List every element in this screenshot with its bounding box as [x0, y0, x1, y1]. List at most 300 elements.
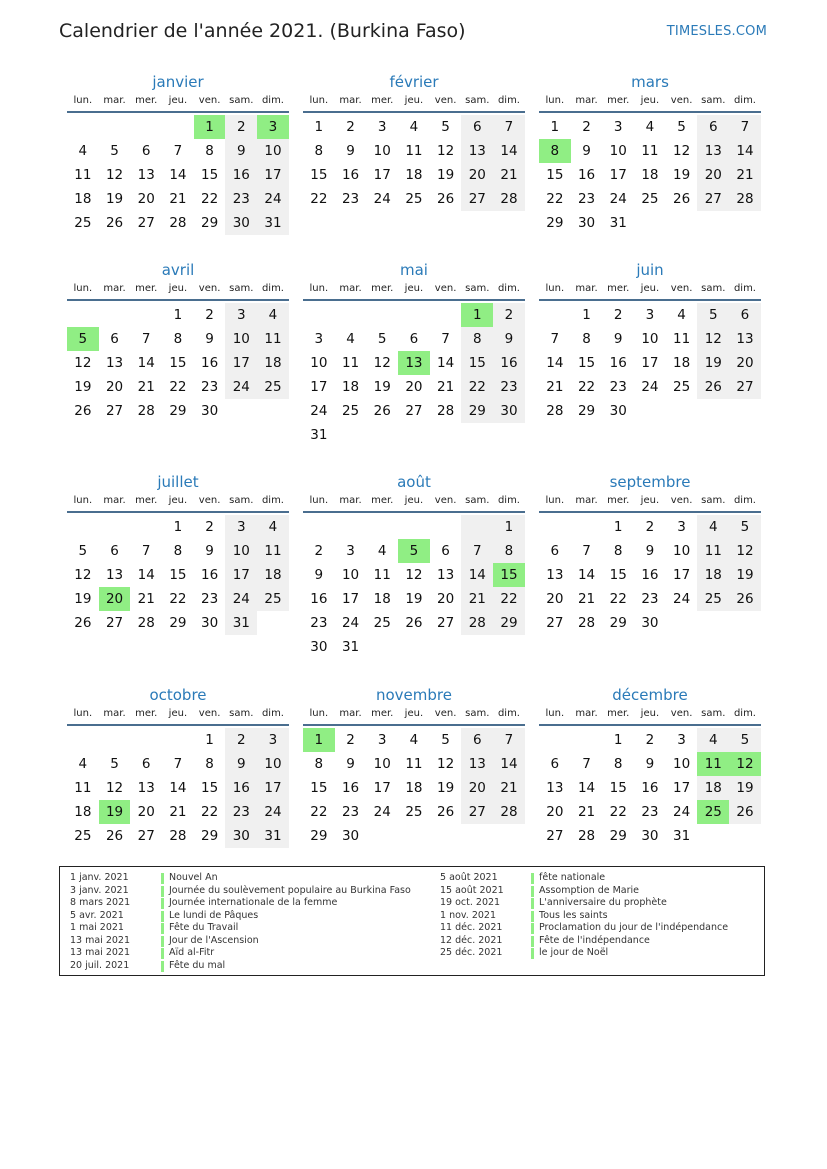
day-cell[interactable]: 5: [110, 143, 119, 159]
day-cell[interactable]: 7: [493, 115, 525, 139]
day-cell[interactable]: 17: [673, 567, 691, 583]
day-cell[interactable]: 3: [377, 119, 387, 135]
day-cell[interactable]: 18: [257, 351, 289, 375]
day-cell[interactable]: 1: [613, 519, 623, 535]
day-cell[interactable]: 6: [461, 728, 493, 752]
day-cell[interactable]: 8: [582, 331, 591, 347]
day-cell[interactable]: 19: [373, 379, 391, 395]
holiday-day-cell[interactable]: 5: [398, 539, 430, 563]
day-cell[interactable]: 25: [641, 191, 659, 207]
day-cell[interactable]: 26: [405, 615, 423, 631]
day-cell[interactable]: 1: [314, 119, 324, 135]
day-cell[interactable]: 31: [341, 639, 360, 655]
day-cell[interactable]: 7: [729, 115, 761, 139]
day-cell[interactable]: 4: [697, 515, 729, 539]
day-cell[interactable]: 9: [205, 331, 214, 347]
day-cell[interactable]: 8: [493, 539, 525, 563]
day-cell[interactable]: 14: [729, 139, 761, 163]
day-cell[interactable]: 5: [441, 119, 450, 135]
day-cell[interactable]: 4: [409, 119, 419, 135]
day-cell[interactable]: 8: [173, 331, 183, 347]
day-cell[interactable]: 29: [201, 215, 219, 231]
day-cell[interactable]: 23: [577, 191, 596, 207]
day-cell[interactable]: 30: [201, 615, 219, 631]
holiday-day-cell[interactable]: 13: [398, 351, 430, 375]
day-cell[interactable]: 12: [673, 143, 691, 159]
day-cell[interactable]: 30: [609, 403, 627, 419]
day-cell[interactable]: 17: [225, 351, 257, 375]
day-cell[interactable]: 5: [729, 515, 761, 539]
holiday-day-cell[interactable]: 8: [539, 139, 571, 163]
holiday-day-cell[interactable]: 19: [99, 800, 131, 824]
day-cell[interactable]: 15: [461, 351, 493, 375]
day-cell[interactable]: 6: [110, 543, 119, 559]
day-cell[interactable]: 4: [346, 331, 355, 347]
day-cell[interactable]: 22: [169, 591, 187, 607]
day-cell[interactable]: 4: [78, 756, 88, 772]
day-cell[interactable]: 27: [105, 403, 124, 419]
day-cell[interactable]: 15: [310, 167, 328, 183]
day-cell[interactable]: 30: [641, 615, 659, 631]
day-cell[interactable]: 12: [74, 567, 92, 583]
day-cell[interactable]: 1: [550, 119, 560, 135]
day-cell[interactable]: 25: [74, 828, 92, 844]
holiday-day-cell[interactable]: 1: [461, 303, 493, 327]
day-cell[interactable]: 3: [677, 519, 686, 535]
holiday-day-cell[interactable]: 15: [493, 563, 525, 587]
day-cell[interactable]: 12: [74, 355, 92, 371]
day-cell[interactable]: 24: [257, 800, 289, 824]
day-cell[interactable]: 29: [546, 215, 564, 231]
day-cell[interactable]: 1: [493, 515, 525, 539]
day-cell[interactable]: 18: [74, 804, 92, 820]
day-cell[interactable]: 8: [613, 756, 623, 772]
day-cell[interactable]: 21: [493, 163, 525, 187]
day-cell[interactable]: 16: [225, 163, 257, 187]
day-cell[interactable]: 21: [546, 379, 564, 395]
day-cell[interactable]: 8: [205, 756, 214, 772]
day-cell[interactable]: 29: [169, 403, 187, 419]
day-cell[interactable]: 31: [310, 427, 328, 443]
day-cell[interactable]: 10: [225, 539, 257, 563]
day-cell[interactable]: 11: [405, 756, 423, 772]
day-cell[interactable]: 13: [437, 567, 455, 583]
day-cell[interactable]: 13: [105, 567, 124, 583]
day-cell[interactable]: 2: [582, 119, 591, 135]
day-cell[interactable]: 4: [697, 728, 729, 752]
day-cell[interactable]: 23: [225, 187, 257, 211]
day-cell[interactable]: 26: [74, 615, 92, 631]
day-cell[interactable]: 23: [609, 379, 627, 395]
day-cell[interactable]: 26: [729, 800, 761, 824]
day-cell[interactable]: 16: [201, 355, 219, 371]
day-cell[interactable]: 27: [405, 403, 423, 419]
day-cell[interactable]: 14: [577, 567, 596, 583]
day-cell[interactable]: 29: [609, 615, 627, 631]
day-cell[interactable]: 4: [78, 143, 88, 159]
day-cell[interactable]: 24: [609, 191, 627, 207]
day-cell[interactable]: 3: [346, 543, 355, 559]
day-cell[interactable]: 10: [609, 143, 627, 159]
day-cell[interactable]: 7: [141, 331, 151, 347]
day-cell[interactable]: 18: [341, 379, 360, 395]
day-cell[interactable]: 18: [74, 191, 92, 207]
day-cell[interactable]: 22: [546, 191, 564, 207]
day-cell[interactable]: 2: [613, 307, 623, 323]
day-cell[interactable]: 21: [577, 591, 596, 607]
day-cell[interactable]: 18: [697, 776, 729, 800]
day-cell[interactable]: 22: [577, 379, 596, 395]
day-cell[interactable]: 24: [373, 804, 391, 820]
day-cell[interactable]: 16: [641, 780, 659, 796]
day-cell[interactable]: 21: [169, 191, 187, 207]
day-cell[interactable]: 16: [341, 167, 360, 183]
day-cell[interactable]: 7: [141, 543, 151, 559]
day-cell[interactable]: 17: [641, 355, 659, 371]
day-cell[interactable]: 13: [729, 327, 761, 351]
day-cell[interactable]: 28: [461, 611, 493, 635]
day-cell[interactable]: 1: [173, 519, 183, 535]
day-cell[interactable]: 14: [137, 355, 155, 371]
day-cell[interactable]: 23: [310, 615, 328, 631]
day-cell[interactable]: 7: [493, 728, 525, 752]
day-cell[interactable]: 15: [609, 780, 627, 796]
day-cell[interactable]: 2: [645, 519, 655, 535]
day-cell[interactable]: 18: [641, 167, 659, 183]
day-cell[interactable]: 2: [205, 519, 214, 535]
day-cell[interactable]: 24: [225, 375, 257, 399]
day-cell[interactable]: 20: [697, 163, 729, 187]
day-cell[interactable]: 21: [437, 379, 455, 395]
day-cell[interactable]: 20: [461, 776, 493, 800]
holiday-day-cell[interactable]: 11: [697, 752, 729, 776]
day-cell[interactable]: 19: [729, 776, 761, 800]
day-cell[interactable]: 27: [461, 800, 493, 824]
day-cell[interactable]: 26: [74, 403, 92, 419]
day-cell[interactable]: 16: [641, 567, 659, 583]
day-cell[interactable]: 22: [609, 591, 627, 607]
day-cell[interactable]: 9: [346, 756, 355, 772]
day-cell[interactable]: 11: [74, 780, 92, 796]
day-cell[interactable]: 26: [105, 215, 124, 231]
day-cell[interactable]: 6: [141, 143, 151, 159]
day-cell[interactable]: 11: [405, 143, 423, 159]
day-cell[interactable]: 7: [441, 331, 450, 347]
day-cell[interactable]: 28: [137, 615, 155, 631]
day-cell[interactable]: 1: [205, 732, 214, 748]
day-cell[interactable]: 2: [346, 119, 355, 135]
day-cell[interactable]: 2: [493, 303, 525, 327]
day-cell[interactable]: 14: [546, 355, 564, 371]
day-cell[interactable]: 8: [205, 143, 214, 159]
day-cell[interactable]: 3: [677, 732, 686, 748]
day-cell[interactable]: 23: [201, 591, 219, 607]
day-cell[interactable]: 22: [461, 375, 493, 399]
day-cell[interactable]: 23: [493, 375, 525, 399]
day-cell[interactable]: 19: [405, 591, 423, 607]
day-cell[interactable]: 28: [493, 800, 525, 824]
day-cell[interactable]: 7: [582, 756, 591, 772]
day-cell[interactable]: 11: [341, 355, 360, 371]
day-cell[interactable]: 16: [225, 776, 257, 800]
day-cell[interactable]: 21: [577, 804, 596, 820]
day-cell[interactable]: 2: [225, 728, 257, 752]
day-cell[interactable]: 7: [461, 539, 493, 563]
day-cell[interactable]: 21: [461, 587, 493, 611]
day-cell[interactable]: 26: [729, 587, 761, 611]
day-cell[interactable]: 20: [437, 591, 455, 607]
day-cell[interactable]: 17: [225, 563, 257, 587]
day-cell[interactable]: 15: [201, 780, 219, 796]
day-cell[interactable]: 19: [105, 191, 124, 207]
day-cell[interactable]: 24: [310, 403, 328, 419]
day-cell[interactable]: 21: [729, 163, 761, 187]
day-cell[interactable]: 11: [74, 167, 92, 183]
day-cell[interactable]: 17: [373, 780, 391, 796]
day-cell[interactable]: 5: [729, 728, 761, 752]
day-cell[interactable]: 16: [577, 167, 596, 183]
day-cell[interactable]: 27: [546, 615, 564, 631]
day-cell[interactable]: 20: [405, 379, 423, 395]
day-cell[interactable]: 23: [201, 379, 219, 395]
day-cell[interactable]: 3: [645, 307, 655, 323]
holiday-day-cell[interactable]: 1: [194, 115, 226, 139]
day-cell[interactable]: 15: [609, 567, 627, 583]
day-cell[interactable]: 11: [673, 331, 691, 347]
day-cell[interactable]: 1: [173, 307, 183, 323]
day-cell[interactable]: 13: [546, 780, 564, 796]
day-cell[interactable]: 31: [257, 824, 289, 848]
day-cell[interactable]: 12: [437, 756, 455, 772]
day-cell[interactable]: 15: [169, 355, 187, 371]
day-cell[interactable]: 2: [205, 307, 214, 323]
day-cell[interactable]: 18: [257, 563, 289, 587]
day-cell[interactable]: 28: [577, 615, 596, 631]
day-cell[interactable]: 25: [405, 191, 423, 207]
day-cell[interactable]: 28: [169, 215, 187, 231]
day-cell[interactable]: 13: [137, 167, 155, 183]
day-cell[interactable]: 16: [609, 355, 627, 371]
day-cell[interactable]: 10: [373, 756, 391, 772]
day-cell[interactable]: 11: [257, 327, 289, 351]
day-cell[interactable]: 20: [137, 804, 155, 820]
day-cell[interactable]: 17: [257, 776, 289, 800]
day-cell[interactable]: 18: [405, 167, 423, 183]
day-cell[interactable]: 14: [493, 752, 525, 776]
day-cell[interactable]: 20: [105, 379, 124, 395]
holiday-day-cell[interactable]: 20: [99, 587, 131, 611]
day-cell[interactable]: 28: [137, 403, 155, 419]
day-cell[interactable]: 14: [493, 139, 525, 163]
day-cell[interactable]: 9: [582, 143, 591, 159]
day-cell[interactable]: 9: [346, 143, 355, 159]
day-cell[interactable]: 17: [341, 591, 360, 607]
day-cell[interactable]: 7: [173, 143, 183, 159]
day-cell[interactable]: 28: [729, 187, 761, 211]
day-cell[interactable]: 18: [697, 563, 729, 587]
day-cell[interactable]: 26: [697, 375, 729, 399]
day-cell[interactable]: 24: [341, 615, 360, 631]
day-cell[interactable]: 12: [437, 143, 455, 159]
day-cell[interactable]: 26: [373, 403, 391, 419]
day-cell[interactable]: 28: [546, 403, 564, 419]
day-cell[interactable]: 4: [377, 543, 387, 559]
day-cell[interactable]: 12: [105, 167, 124, 183]
day-cell[interactable]: 10: [341, 567, 360, 583]
day-cell[interactable]: 28: [169, 828, 187, 844]
day-cell[interactable]: 19: [74, 379, 92, 395]
day-cell[interactable]: 8: [314, 143, 324, 159]
day-cell[interactable]: 2: [346, 732, 355, 748]
day-cell[interactable]: 24: [373, 191, 391, 207]
day-cell[interactable]: 8: [613, 543, 623, 559]
day-cell[interactable]: 25: [373, 615, 391, 631]
day-cell[interactable]: 14: [169, 780, 187, 796]
day-cell[interactable]: 25: [74, 215, 92, 231]
day-cell[interactable]: 27: [437, 615, 455, 631]
day-cell[interactable]: 29: [169, 615, 187, 631]
day-cell[interactable]: 25: [697, 587, 729, 611]
holiday-day-cell[interactable]: 12: [729, 752, 761, 776]
day-cell[interactable]: 10: [673, 543, 691, 559]
day-cell[interactable]: 25: [341, 403, 360, 419]
day-cell[interactable]: 10: [673, 756, 691, 772]
day-cell[interactable]: 23: [641, 804, 659, 820]
day-cell[interactable]: 23: [341, 191, 360, 207]
day-cell[interactable]: 19: [74, 591, 92, 607]
day-cell[interactable]: 23: [225, 800, 257, 824]
day-cell[interactable]: 16: [493, 351, 525, 375]
day-cell[interactable]: 16: [341, 780, 360, 796]
day-cell[interactable]: 6: [461, 115, 493, 139]
day-cell[interactable]: 24: [225, 587, 257, 611]
day-cell[interactable]: 11: [373, 567, 391, 583]
day-cell[interactable]: 29: [201, 828, 219, 844]
day-cell[interactable]: 27: [137, 215, 155, 231]
day-cell[interactable]: 9: [314, 567, 324, 583]
day-cell[interactable]: 3: [225, 515, 257, 539]
day-cell[interactable]: 8: [461, 327, 493, 351]
day-cell[interactable]: 6: [409, 331, 419, 347]
day-cell[interactable]: 14: [437, 355, 455, 371]
day-cell[interactable]: 7: [582, 543, 591, 559]
day-cell[interactable]: 30: [641, 828, 659, 844]
day-cell[interactable]: 5: [697, 303, 729, 327]
day-cell[interactable]: 31: [673, 828, 691, 844]
day-cell[interactable]: 28: [437, 403, 455, 419]
day-cell[interactable]: 13: [461, 139, 493, 163]
day-cell[interactable]: 26: [437, 191, 455, 207]
day-cell[interactable]: 5: [377, 331, 387, 347]
day-cell[interactable]: 29: [461, 399, 493, 423]
day-cell[interactable]: 6: [550, 756, 560, 772]
day-cell[interactable]: 27: [137, 828, 155, 844]
day-cell[interactable]: 17: [310, 379, 328, 395]
day-cell[interactable]: 6: [697, 115, 729, 139]
day-cell[interactable]: 25: [257, 375, 289, 399]
day-cell[interactable]: 9: [205, 543, 214, 559]
day-cell[interactable]: 16: [310, 591, 328, 607]
day-cell[interactable]: 6: [141, 756, 151, 772]
holiday-day-cell[interactable]: 3: [257, 115, 289, 139]
day-cell[interactable]: 19: [673, 167, 691, 183]
day-cell[interactable]: 5: [110, 756, 119, 772]
day-cell[interactable]: 28: [577, 828, 596, 844]
day-cell[interactable]: 31: [257, 211, 289, 235]
day-cell[interactable]: 6: [550, 543, 560, 559]
day-cell[interactable]: 24: [641, 379, 659, 395]
day-cell[interactable]: 22: [609, 804, 627, 820]
day-cell[interactable]: 16: [201, 567, 219, 583]
day-cell[interactable]: 22: [310, 804, 328, 820]
day-cell[interactable]: 4: [677, 307, 686, 323]
day-cell[interactable]: 30: [225, 211, 257, 235]
day-cell[interactable]: 9: [645, 543, 655, 559]
day-cell[interactable]: 11: [257, 539, 289, 563]
day-cell[interactable]: 17: [609, 167, 627, 183]
day-cell[interactable]: 23: [641, 591, 659, 607]
day-cell[interactable]: 27: [105, 615, 124, 631]
day-cell[interactable]: 21: [137, 591, 155, 607]
day-cell[interactable]: 19: [729, 563, 761, 587]
day-cell[interactable]: 30: [341, 828, 360, 844]
day-cell[interactable]: 24: [673, 804, 691, 820]
day-cell[interactable]: 28: [493, 187, 525, 211]
day-cell[interactable]: 20: [461, 163, 493, 187]
holiday-day-cell[interactable]: 25: [697, 800, 729, 824]
day-cell[interactable]: 30: [201, 403, 219, 419]
day-cell[interactable]: 13: [461, 752, 493, 776]
day-cell[interactable]: 2: [645, 732, 655, 748]
day-cell[interactable]: 4: [645, 119, 655, 135]
day-cell[interactable]: 5: [441, 732, 450, 748]
day-cell[interactable]: 20: [546, 591, 564, 607]
day-cell[interactable]: 27: [546, 828, 564, 844]
day-cell[interactable]: 6: [729, 303, 761, 327]
day-cell[interactable]: 26: [437, 804, 455, 820]
day-cell[interactable]: 6: [441, 543, 450, 559]
day-cell[interactable]: 5: [78, 543, 88, 559]
day-cell[interactable]: 20: [546, 804, 564, 820]
day-cell[interactable]: 18: [405, 780, 423, 796]
day-cell[interactable]: 15: [310, 780, 328, 796]
day-cell[interactable]: 10: [641, 331, 659, 347]
day-cell[interactable]: 15: [201, 167, 219, 183]
day-cell[interactable]: 3: [225, 303, 257, 327]
day-cell[interactable]: 20: [137, 191, 155, 207]
day-cell[interactable]: 23: [341, 804, 360, 820]
day-cell[interactable]: 5: [677, 119, 686, 135]
day-cell[interactable]: 12: [729, 539, 761, 563]
day-cell[interactable]: 19: [437, 167, 455, 183]
day-cell[interactable]: 25: [405, 804, 423, 820]
day-cell[interactable]: 9: [225, 752, 257, 776]
day-cell[interactable]: 29: [310, 828, 328, 844]
day-cell[interactable]: 15: [577, 355, 596, 371]
day-cell[interactable]: 24: [257, 187, 289, 211]
day-cell[interactable]: 17: [373, 167, 391, 183]
day-cell[interactable]: 17: [257, 163, 289, 187]
day-cell[interactable]: 31: [225, 611, 257, 635]
day-cell[interactable]: 25: [673, 379, 691, 395]
day-cell[interactable]: 18: [373, 591, 391, 607]
day-cell[interactable]: 15: [169, 567, 187, 583]
day-cell[interactable]: 22: [169, 379, 187, 395]
day-cell[interactable]: 29: [609, 828, 627, 844]
day-cell[interactable]: 9: [225, 139, 257, 163]
day-cell[interactable]: 13: [697, 139, 729, 163]
day-cell[interactable]: 4: [257, 303, 289, 327]
